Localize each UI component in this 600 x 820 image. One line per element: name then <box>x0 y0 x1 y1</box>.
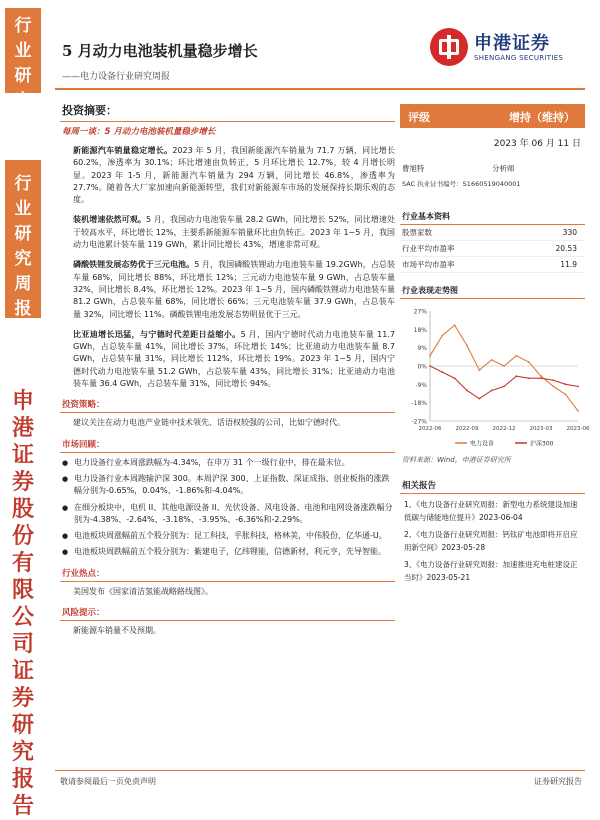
rating-box <box>400 104 585 128</box>
basic-info-table <box>400 225 585 273</box>
x-tick-label: 2022-09 <box>455 426 479 432</box>
strategy-text: 建议关注在动力电池产业链中技术领先、话语权较强的公司，比如宁德时代。 <box>73 418 345 428</box>
paragraph-lead: 比亚迪增长迅猛，与宁德时代差距日益缩小。 <box>73 329 241 339</box>
sidebar <box>400 104 590 588</box>
series-point-1 <box>577 385 579 387</box>
list-item[interactable]: 3、《电力设备行业研究周报：加速推进充电桩建设正当时》2023-05-21 <box>404 560 578 582</box>
series-point-0 <box>429 355 431 357</box>
series-point-1 <box>429 365 431 367</box>
footer-label: 证券研究报告 <box>534 777 582 786</box>
trend-chart-heading: 行业表现走势图 <box>400 283 585 299</box>
table-cell-value: 330 <box>562 228 577 237</box>
report-title: 5 月动力电池装机量稳步增长 <box>62 42 258 60</box>
table-row <box>400 225 585 241</box>
x-tick-label: 2023-06 <box>566 426 590 432</box>
series-point-1 <box>565 383 567 385</box>
series-point-1 <box>441 371 443 373</box>
market-review-list <box>60 457 395 559</box>
strategy-heading: 投资策略： <box>60 398 395 413</box>
summary-paragraph <box>60 145 395 206</box>
table-row <box>400 257 585 273</box>
logo-emblem-icon <box>430 28 468 66</box>
header-divider <box>55 88 585 90</box>
logo-cn-text: 申港证券 <box>474 33 550 54</box>
series-point-1 <box>466 390 468 392</box>
series-point-0 <box>577 410 579 412</box>
related-reports-list <box>400 498 585 584</box>
list-item: ● 在细分板块中，电机 II、其他电源设备 II、光伏设备、风电设备、电池和电网设备涨跌幅分别为-4.38%、-2.64%、-3.18%、-3.95%、-6.36%和-2.29%。 <box>62 502 395 527</box>
x-tick-label: 2023-03 <box>529 426 553 432</box>
series-point-0 <box>515 355 517 357</box>
series-point-1 <box>515 375 517 377</box>
table-cell-label: 行业平均市盈率 <box>402 244 455 253</box>
left-band-top-label: 行 业 研 究 <box>5 8 41 93</box>
list-item: ● 电池板块周涨幅前五个股分别为：昆工科技，乎胀科技，格林美，中伟股份，亿华通-U。 <box>62 530 395 542</box>
series-line-1 <box>430 366 578 399</box>
trend-chart-svg <box>400 303 590 453</box>
series-point-0 <box>478 369 480 371</box>
basic-info-heading: 行业基本资料 <box>400 209 585 225</box>
market-review-heading: 市场回顾： <box>60 438 395 453</box>
series-point-0 <box>528 361 530 363</box>
sac-number: SAC 执业证书编号：S1660519040001 <box>402 180 521 188</box>
list-item[interactable]: 2、《电力设备行业研究周报：钙钛矿电池即将开启应用新空间》2023-05-28 <box>404 530 578 552</box>
legend-label: 沪深300 <box>530 440 554 448</box>
list-item: ● 电力设备行业本周涨跌幅为-4.34%，在申万 31 个一级行业中，排在最末位。 <box>62 457 395 469</box>
table-row <box>400 241 585 257</box>
series-point-0 <box>552 385 554 387</box>
series-point-1 <box>491 390 493 392</box>
x-tick-label: 2022-12 <box>492 426 516 432</box>
industry-hotspot-text: 美国发布《国家清洁氢能战略路线图》。 <box>73 586 213 596</box>
related-reports-heading: 相关报告 <box>400 477 585 494</box>
legend-label: 电力设备 <box>470 440 495 448</box>
series-point-0 <box>466 345 468 347</box>
paragraph-text: 5 月，国内宁德时代动力电池装车量 11.7 GWh，占总装车量 41%，同比增长 37%，环比增长 14%；比亚迪动力电池装车量 8.7 GWh，占总装车量 31%，同比增长 112%，环比增长 19%。2023 年 1~5 月，国内宁德时代动力电池装车量 51.2 GWh，占总装车量 43%，同比增长 31%；比亚迪动力电池装车量 36.4 GWh，占总装车量 31%，同比增长 94%。 <box>73 329 395 389</box>
paragraph-text: 2023 年 5 月，我国新能源汽车销量为 71.7 万辆，同比增长 60.2%，渗透率为 30.1%；环比增速由负转正，5 月环比增长 12.7%，较 4 月增长明显。2023 年 1-5 月，新能源汽车销量为 294 万辆，同比增长 46.8%，渗透率为 27.7%。随着各大厂家加速向新能源转型，我们对新能源车市场的发展保持长期乐观的态度。 <box>73 146 395 205</box>
list-item[interactable]: 1、《电力设备行业研究周报：新型电力系统建设加速 低碳与储能地位提升》2023-06-04 <box>404 500 578 522</box>
logo-en-text: SHENGANG SECURITIES <box>474 54 564 62</box>
rating-value: 增持（维持） <box>509 111 575 124</box>
y-tick-label: -27% <box>411 418 427 426</box>
series-point-1 <box>552 379 554 381</box>
main-content <box>60 96 395 637</box>
series-point-1 <box>503 385 505 387</box>
paragraph-lead: 装机增速依然可观。 <box>73 215 146 225</box>
chart-source: 资料来源：Wind，申港证券研究所 <box>402 456 511 464</box>
series-point-0 <box>503 365 505 367</box>
y-tick-label: 9% <box>417 345 427 353</box>
y-tick-label: 0% <box>417 363 427 371</box>
risk-text: 新能源车销量不及预期。 <box>73 626 161 636</box>
report-date: 2023 年 06 月 11 日 <box>493 139 581 149</box>
analyst-name: 曹旭特 <box>402 164 425 173</box>
left-band <box>0 0 45 819</box>
paragraph-lead: 新能源汽车销量稳定增长。 <box>73 146 173 155</box>
series-line-0 <box>430 325 578 411</box>
series-point-1 <box>454 377 456 379</box>
report-subtitle: ——电力设备行业研究周报 <box>62 72 171 82</box>
summary-divider <box>60 121 395 122</box>
series-point-0 <box>454 324 456 326</box>
analyst-info <box>400 163 585 199</box>
trend-chart <box>400 303 590 453</box>
series-point-1 <box>478 398 480 400</box>
summary-paragraph <box>60 259 395 320</box>
list-item: ● 电池板块周跌幅前五个股分别为：紫建电子，亿纬锂能，信德新材，利元亨，先导智能。 <box>62 546 395 558</box>
paragraph-text: 5 月，我国磷酸铁锂动力电池装车量 19.2GWh，占总装车量 68%，同比增长 88%，环比增长 12%；三元动力电池装车量 9 GWh，占总装车量 32%，同比增长 8.4%，环比增长 12%。2023 年 1~5 月，国内磷酸铁锂动力电池装车量 81.2 GWh，占总装车量 68%，同比增长 66%；三元电池装车量 37.9 GWh，占总装车量 32%，同比增长 11%。磷酸铁锂电池发展态势明显优于三元。 <box>73 260 396 319</box>
summary-paragraph <box>60 214 395 251</box>
paragraph-lead: 磷酸铁锂发展态势优于三元电池。 <box>73 260 195 270</box>
analyst-role: 分析师 <box>492 164 515 173</box>
company-logo <box>430 26 580 72</box>
list-item: ● 电力设备行业本周跑输沪深 300。本周沪深 300、上证指数、深证成指、创业板指的涨跌幅分别为-0.65%，0.04%、-1.86%和-4.04%。 <box>62 473 395 498</box>
risk-heading: 风险提示： <box>60 606 395 621</box>
summary-title: 投资摘要： <box>62 104 117 117</box>
y-tick-label: -18% <box>411 400 427 408</box>
series-point-0 <box>491 359 493 361</box>
y-tick-label: -9% <box>415 381 427 389</box>
series-point-1 <box>540 377 542 379</box>
table-cell-label: 市场平均市盈率 <box>402 260 455 269</box>
industry-hotspot-heading: 行业热点： <box>60 567 395 582</box>
series-point-0 <box>565 394 567 396</box>
rating-label: 评级 <box>408 111 430 124</box>
left-band-mid-label: 行 业 研 究 周 报 <box>5 160 41 318</box>
series-point-1 <box>528 377 530 379</box>
footer-divider <box>55 770 585 771</box>
table-cell-value: 20.53 <box>555 244 577 253</box>
y-tick-label: 18% <box>413 326 427 334</box>
series-point-0 <box>540 375 542 377</box>
x-tick-label: 2022-06 <box>418 426 442 432</box>
footer-disclaimer: 敬请参阅最后一页免责声明 <box>60 777 156 786</box>
table-cell-value: 11.9 <box>560 260 577 269</box>
paragraph-text: 5 月，我国动力电池装车量 28.2 GWh，同比增长 52%，同比增速处于较高水平，环比增长 12%，主要系新能源车销量环比由负转正。2023 年 1~5 月，我国动力电池累计装车量 119 GWh，累计同比增长 43%，增速非常可观。 <box>73 215 395 250</box>
y-tick-label: 27% <box>413 308 427 316</box>
series-point-0 <box>441 335 443 337</box>
table-cell-label: 股票家数 <box>402 228 432 237</box>
weekly-focus-heading: 每周一谈：5 月动力电池装机量稳步增长 <box>62 127 216 137</box>
left-band-company-name: 申 港 证 券 股 份 有 限 公 司 证 券 研 究 报 告 <box>11 388 34 819</box>
summary-paragraph <box>60 329 395 390</box>
